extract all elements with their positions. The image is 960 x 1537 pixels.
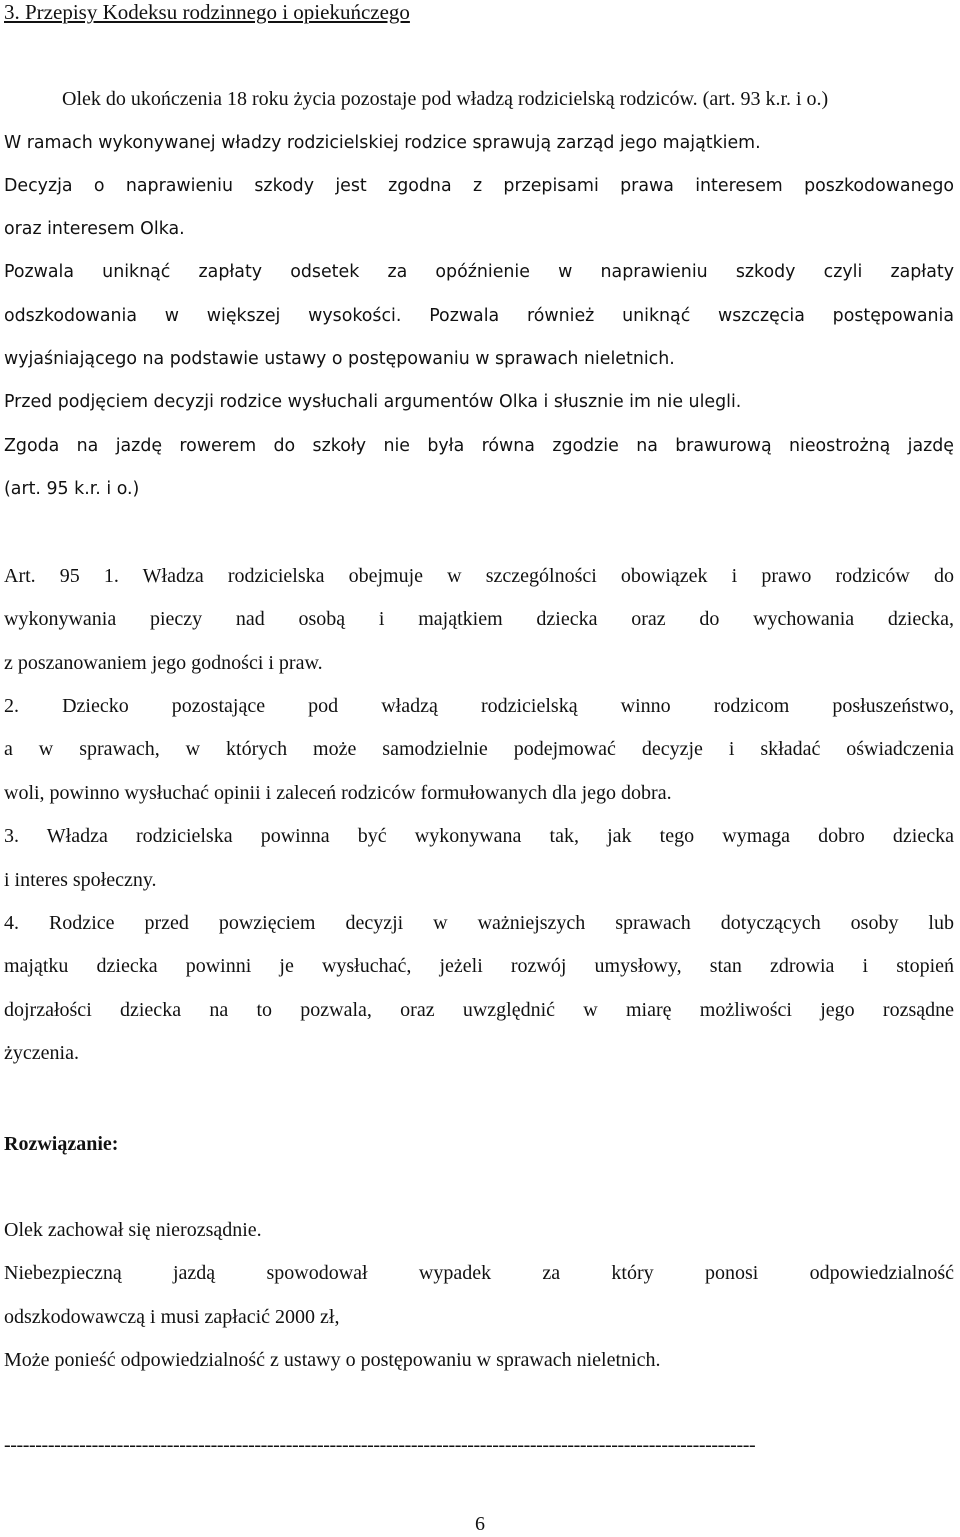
solution-line: Olek zachował się nierozsądnie.	[4, 1219, 262, 1241]
article-line: z poszanowaniem jego godności i praw.	[4, 652, 323, 674]
article-line: dojrzałości dziecka na to pozwala, oraz uwzględnić w miarę możliwości jego rozsądne	[4, 999, 954, 1021]
article-line: majątku dziecka powinni je wysłuchać, jeżeli rozwój umysłowy, stan zdrowia i stopień	[4, 955, 954, 977]
article-line: woli, powinno wysłuchać opinii i zaleceń rodziców formułowanych dla jego dobra.	[4, 782, 672, 804]
intro-line: (art. 95 k.r. i o.)	[4, 479, 140, 499]
solution-line: Może ponieść odpowiedzialność z ustawy o postępowaniu w sprawach nieletnich.	[4, 1349, 661, 1371]
solution-heading: Rozwiązanie:	[4, 1133, 119, 1155]
article-line: 4. Rodzice przed powzięciem decyzji w ważniejszych sprawach dotyczących osoby lub	[4, 912, 954, 934]
intro-line: odszkodowania w większej wysokości. Pozwala również uniknąć wszczęcia postępowania	[4, 306, 954, 326]
separator-line: ------------------------------------------------------------------------------------------------------------------------	[4, 1434, 756, 1456]
article-line: życzenia.	[4, 1042, 79, 1064]
intro-line: W ramach wykonywanej władzy rodzicielskiej rodzice sprawują zarząd jego majątkiem.	[4, 133, 761, 153]
intro-line: Olek do ukończenia 18 roku życia pozostaje pod władzą rodzicielską rodziców. (art. 93 k.r. i o.)	[62, 88, 829, 110]
solution-line: odszkodowawczą i musi zapłacić 2000 zł,	[4, 1306, 340, 1328]
intro-line: Przed podjęciem decyzji rodzice wysłuchali argumentów Olka i słusznie im nie ulegli.	[4, 392, 742, 412]
article-line: i interes społeczny.	[4, 869, 157, 891]
article-line: 3. Władza rodzicielska powinna być wykonywana tak, jak tego wymaga dobro dziecka	[4, 825, 954, 847]
solution-line: Niebezpieczną jazdą spowodował wypadek za który ponosi odpowiedzialność	[4, 1262, 954, 1284]
intro-line: oraz interesem Olka.	[4, 219, 185, 239]
article-line: wykonywania pieczy nad osobą i majątkiem dziecka oraz do wychowania dziecka,	[4, 608, 954, 630]
intro-line: Zgoda na jazdę rowerem do szkoły nie była równa zgodzie na brawurową nieostrożną jazdę	[4, 436, 954, 456]
page-number: 6	[475, 1513, 485, 1535]
article-line: 2. Dziecko pozostające pod władzą rodzicielską winno rodzicom posłuszeństwo,	[4, 695, 954, 717]
article-line: a w sprawach, w których może samodzielnie podejmować decyzje i składać oświadczenia	[4, 738, 954, 760]
intro-line: wyjaśniającego na podstawie ustawy o postępowaniu w sprawach nieletnich.	[4, 349, 675, 369]
article-line: Art. 95 1. Władza rodzicielska obejmuje w szczególności obowiązek i prawo rodziców do	[4, 565, 954, 587]
section-heading: 3. Przepisy Kodeksu rodzinnego i opiekuńczego	[4, 0, 410, 24]
intro-line: Decyzja o naprawieniu szkody jest zgodna z przepisami prawa interesem poszkodowanego	[4, 176, 954, 196]
intro-line: Pozwala uniknąć zapłaty odsetek za opóźnienie w naprawieniu szkody czyli zapłaty	[4, 262, 954, 282]
